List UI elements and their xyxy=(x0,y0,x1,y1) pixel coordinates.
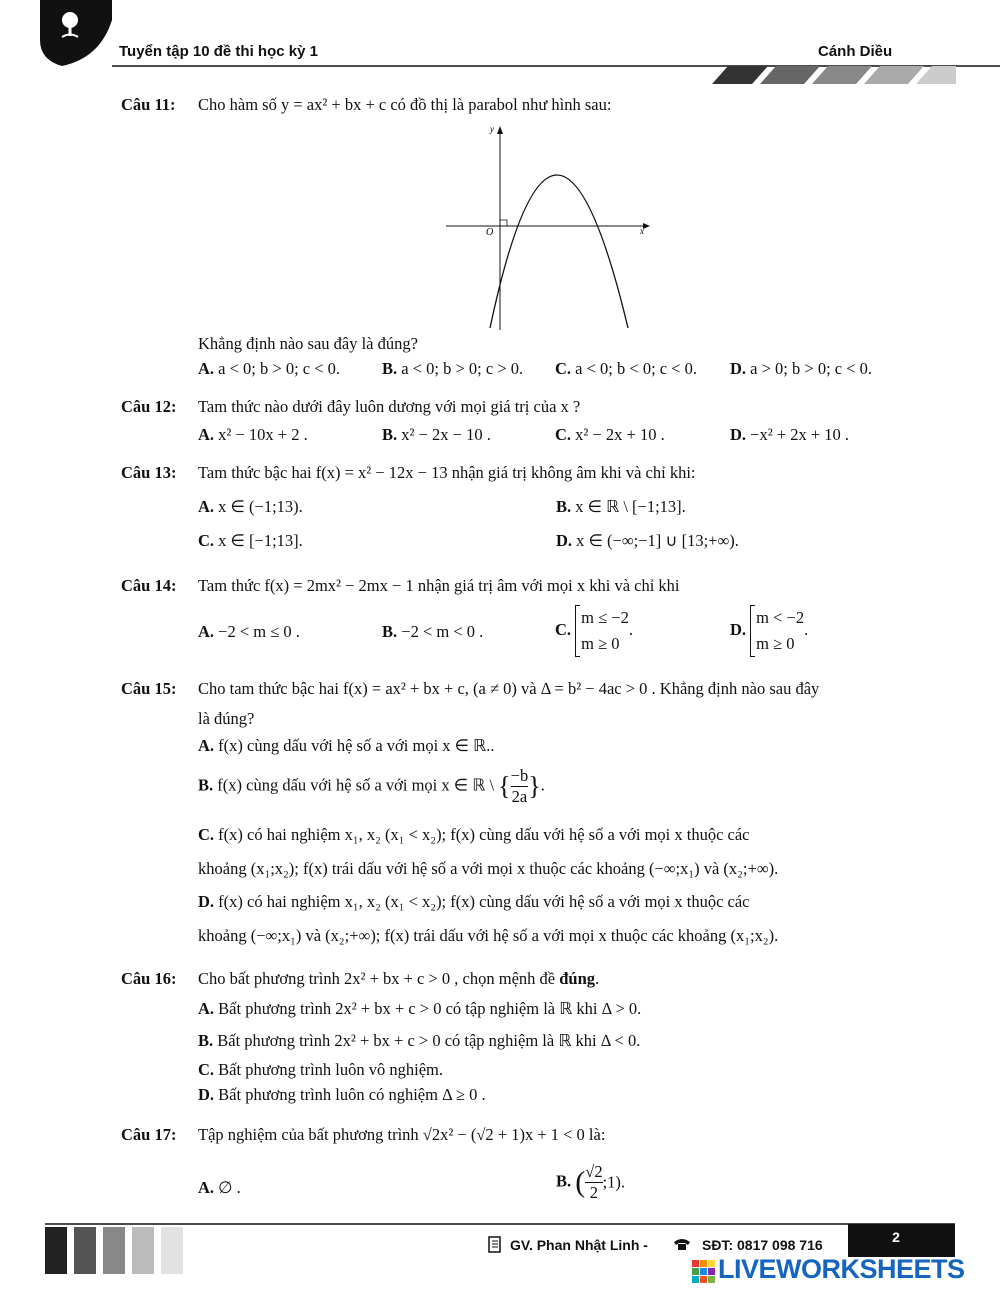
option-text: ∅ . xyxy=(218,1178,241,1197)
option-text: Bất phương trình luôn vô nghiệm. xyxy=(218,1060,443,1079)
header-series: Cánh Diều xyxy=(818,43,893,60)
option-label: B. xyxy=(556,1171,572,1191)
origin-label: O xyxy=(486,227,494,238)
option-b[interactable] xyxy=(556,1162,625,1203)
option-label: B. xyxy=(382,425,398,444)
question-number: Câu 17: xyxy=(121,1125,177,1144)
question-stem: Cho hàm số y = ax² + bx + c có đồ thị là parabol như hình sau: xyxy=(198,95,612,114)
option-a[interactable] xyxy=(198,497,303,517)
option-end: . xyxy=(804,619,809,639)
option-text: x² − 10x + 2 . xyxy=(218,425,308,444)
option-a[interactable] xyxy=(198,425,308,445)
option-text: x ∈ [−1;13]. xyxy=(218,531,303,550)
option-label: A. xyxy=(198,425,215,444)
option-b[interactable] xyxy=(198,1031,640,1051)
option-a[interactable] xyxy=(198,622,300,642)
option-label: C. xyxy=(555,359,572,378)
option-d[interactable] xyxy=(730,359,872,379)
case-line: m ≥ 0 xyxy=(756,634,795,653)
option-label: C. xyxy=(198,825,215,844)
case-bracket xyxy=(750,605,804,657)
option-label: D. xyxy=(556,531,573,550)
option-label: D. xyxy=(198,892,215,911)
watermark-text: LIVEWORKSHEETS xyxy=(718,1254,965,1284)
fraction xyxy=(585,1162,602,1203)
question-number: Câu 13: xyxy=(121,463,177,482)
option-c[interactable] xyxy=(555,359,697,379)
case-line: m < −2 xyxy=(756,608,805,627)
phone-icon xyxy=(673,1237,691,1251)
y-axis-label: y xyxy=(490,124,494,134)
question-number: Câu 15: xyxy=(121,679,177,698)
option-text: f(x) cùng dấu với hệ số a với mọi x ∈ ℝ \ xyxy=(217,775,495,795)
option-text: a > 0; b > 0; c < 0. xyxy=(750,359,873,378)
option-text-line: khoảng (x₁;x₂); f(x) trái dấu với hệ số a với mọi x thuộc các khoảng (−∞;x₁) và (x₂;+∞). xyxy=(198,859,779,878)
option-label: C. xyxy=(555,425,572,444)
option-text: x² − 2x − 10 . xyxy=(401,425,491,444)
option-label: C. xyxy=(198,531,215,550)
option-label: A. xyxy=(198,1178,215,1197)
x-axis-label: x xyxy=(640,226,644,236)
option-end: . xyxy=(628,619,633,639)
option-label: D. xyxy=(730,619,747,639)
option-d[interactable] xyxy=(198,892,900,946)
question-stem: Tập nghiệm của bất phương trình √2x² − (√2 + 1)x + 1 < 0 là: xyxy=(198,1125,606,1144)
question-stem: Cho tam thức bậc hai f(x) = ax² + bx + c, (a ≠ 0) và Δ = b² − 4ac > 0 . Khẳng định nào sau đây xyxy=(198,679,820,698)
tree-logo-icon xyxy=(56,10,84,40)
option-b[interactable] xyxy=(382,425,491,445)
option-text: x ∈ (−1;13). xyxy=(218,497,303,516)
fraction-denominator: 2a xyxy=(511,787,528,806)
question-number: Câu 11: xyxy=(121,95,176,114)
option-label: B. xyxy=(198,1031,214,1050)
option-text-line: khoảng (−∞;x₁) và (x₂;+∞); f(x) trái dấu với hệ số a với mọi x thuộc các khoảng (x₁;x₂). xyxy=(198,926,779,945)
case-bracket xyxy=(575,605,629,657)
stem-emphasis: đúng xyxy=(559,969,596,988)
option-label: C. xyxy=(198,1060,215,1079)
option-label: C. xyxy=(555,619,572,639)
liveworksheets-logo-icon xyxy=(692,1260,716,1284)
option-c[interactable] xyxy=(198,1060,443,1080)
option-label: A. xyxy=(198,359,215,378)
option-c[interactable] xyxy=(198,531,303,551)
option-d[interactable] xyxy=(556,531,739,551)
case-line: m ≤ −2 xyxy=(581,608,629,627)
option-text: x ∈ ℝ \ [−1;13]. xyxy=(575,497,686,516)
option-text: Bất phương trình luôn có nghiệm Δ ≥ 0 . xyxy=(218,1085,486,1104)
option-label: B. xyxy=(556,497,572,516)
fraction xyxy=(511,766,529,807)
option-b[interactable]: B. f(x) cùng dấu với hệ số a với mọi x ∈ ℝ \ { $\frac{-b}{2a}$ }. xyxy=(198,766,545,806)
option-text-line: f(x) có hai nghiệm x₁, x₂ (x₁ < x₂); f(x) cùng dấu với hệ số a với mọi x thuộc các xyxy=(218,892,750,911)
stem-text: Cho bất phương trình 2x² + bx + c > 0 , chọn mệnh đề xyxy=(198,969,560,988)
option-label: D. xyxy=(730,359,747,378)
option-text: −2 < m < 0 . xyxy=(401,622,484,641)
option-d[interactable] xyxy=(730,425,849,445)
option-label: A. xyxy=(198,999,215,1018)
question-stem xyxy=(198,969,599,989)
option-label: A. xyxy=(198,736,215,755)
option-text: f(x) cùng dấu với hệ số a với mọi x ∈ ℝ.. xyxy=(218,736,495,755)
option-text: a < 0; b < 0; c < 0. xyxy=(575,359,698,378)
option-text: Bất phương trình 2x² + bx + c > 0 có tập nghiệm là ℝ khi Δ > 0. xyxy=(218,999,642,1018)
option-b[interactable] xyxy=(382,359,523,379)
question-stem: Tam thức f(x) = 2mx² − 2mx − 1 nhận giá trị âm với mọi x khi và chỉ khi xyxy=(198,576,680,595)
option-d[interactable] xyxy=(730,605,808,657)
option-label: A. xyxy=(198,622,215,641)
option-label: B. xyxy=(382,622,398,641)
header-title: Tuyển tập 10 đề thi học kỳ 1 xyxy=(119,43,318,60)
page-number: 2 xyxy=(892,1229,900,1245)
option-a[interactable] xyxy=(198,736,494,756)
question-number: Câu 16: xyxy=(121,969,177,988)
fraction-denominator: 2 xyxy=(589,1183,599,1202)
option-c[interactable] xyxy=(198,825,900,879)
document-icon xyxy=(486,1236,502,1254)
option-a[interactable] xyxy=(198,999,641,1019)
option-end: . xyxy=(540,775,545,795)
option-label: B. xyxy=(198,775,214,795)
fraction-numerator: −b xyxy=(510,766,529,785)
parabol-graph xyxy=(440,120,655,332)
option-a[interactable] xyxy=(198,1178,241,1198)
footer-phone: SĐT: 0817 098 716 xyxy=(702,1237,823,1253)
option-label: D. xyxy=(730,425,747,444)
question-number: Câu 12: xyxy=(121,397,177,416)
option-text: x ∈ (−∞;−1] ∪ [13;+∞). xyxy=(576,531,739,550)
option-label: A. xyxy=(198,497,215,516)
option-b[interactable] xyxy=(556,497,686,517)
option-c[interactable] xyxy=(555,605,633,657)
question-stem-cont: là đúng? xyxy=(198,709,255,728)
option-c[interactable] xyxy=(555,425,665,445)
option-tail: ;1). xyxy=(602,1172,626,1192)
paren-open: ( xyxy=(575,1165,586,1199)
question-stem: Tam thức bậc hai f(x) = x² − 12x − 13 nhận giá trị không âm khi và chỉ khi: xyxy=(198,463,696,482)
option-b[interactable] xyxy=(382,622,483,642)
option-text: −2 < m ≤ 0 . xyxy=(218,622,300,641)
fraction-numerator: √2 xyxy=(585,1162,603,1181)
option-text: a < 0; b > 0; c > 0. xyxy=(401,359,524,378)
case-line: m ≥ 0 xyxy=(581,634,620,653)
option-text-line: f(x) có hai nghiệm x₁, x₂ (x₁ < x₂); f(x) cùng dấu với hệ số a với mọi x thuộc các xyxy=(218,825,750,844)
question-stem: Tam thức nào dưới đây luôn dương với mọi giá trị của x ? xyxy=(198,397,581,416)
option-text: x² − 2x + 10 . xyxy=(575,425,665,444)
stem-end: . xyxy=(595,969,600,988)
option-text: Bất phương trình 2x² + bx + c > 0 có tập nghiệm là ℝ khi Δ < 0. xyxy=(217,1031,641,1050)
option-label: D. xyxy=(198,1085,215,1104)
question-number: Câu 14: xyxy=(121,576,177,595)
option-a[interactable] xyxy=(198,359,340,379)
option-d[interactable] xyxy=(198,1085,486,1105)
option-label: B. xyxy=(382,359,398,378)
footer-author: GV. Phan Nhật Linh - xyxy=(510,1237,648,1253)
header-stripes xyxy=(712,66,956,84)
question-prompt: Khẳng định nào sau đây là đúng? xyxy=(198,334,418,353)
option-text: a < 0; b > 0; c < 0. xyxy=(218,359,341,378)
option-text: −x² + 2x + 10 . xyxy=(750,425,850,444)
